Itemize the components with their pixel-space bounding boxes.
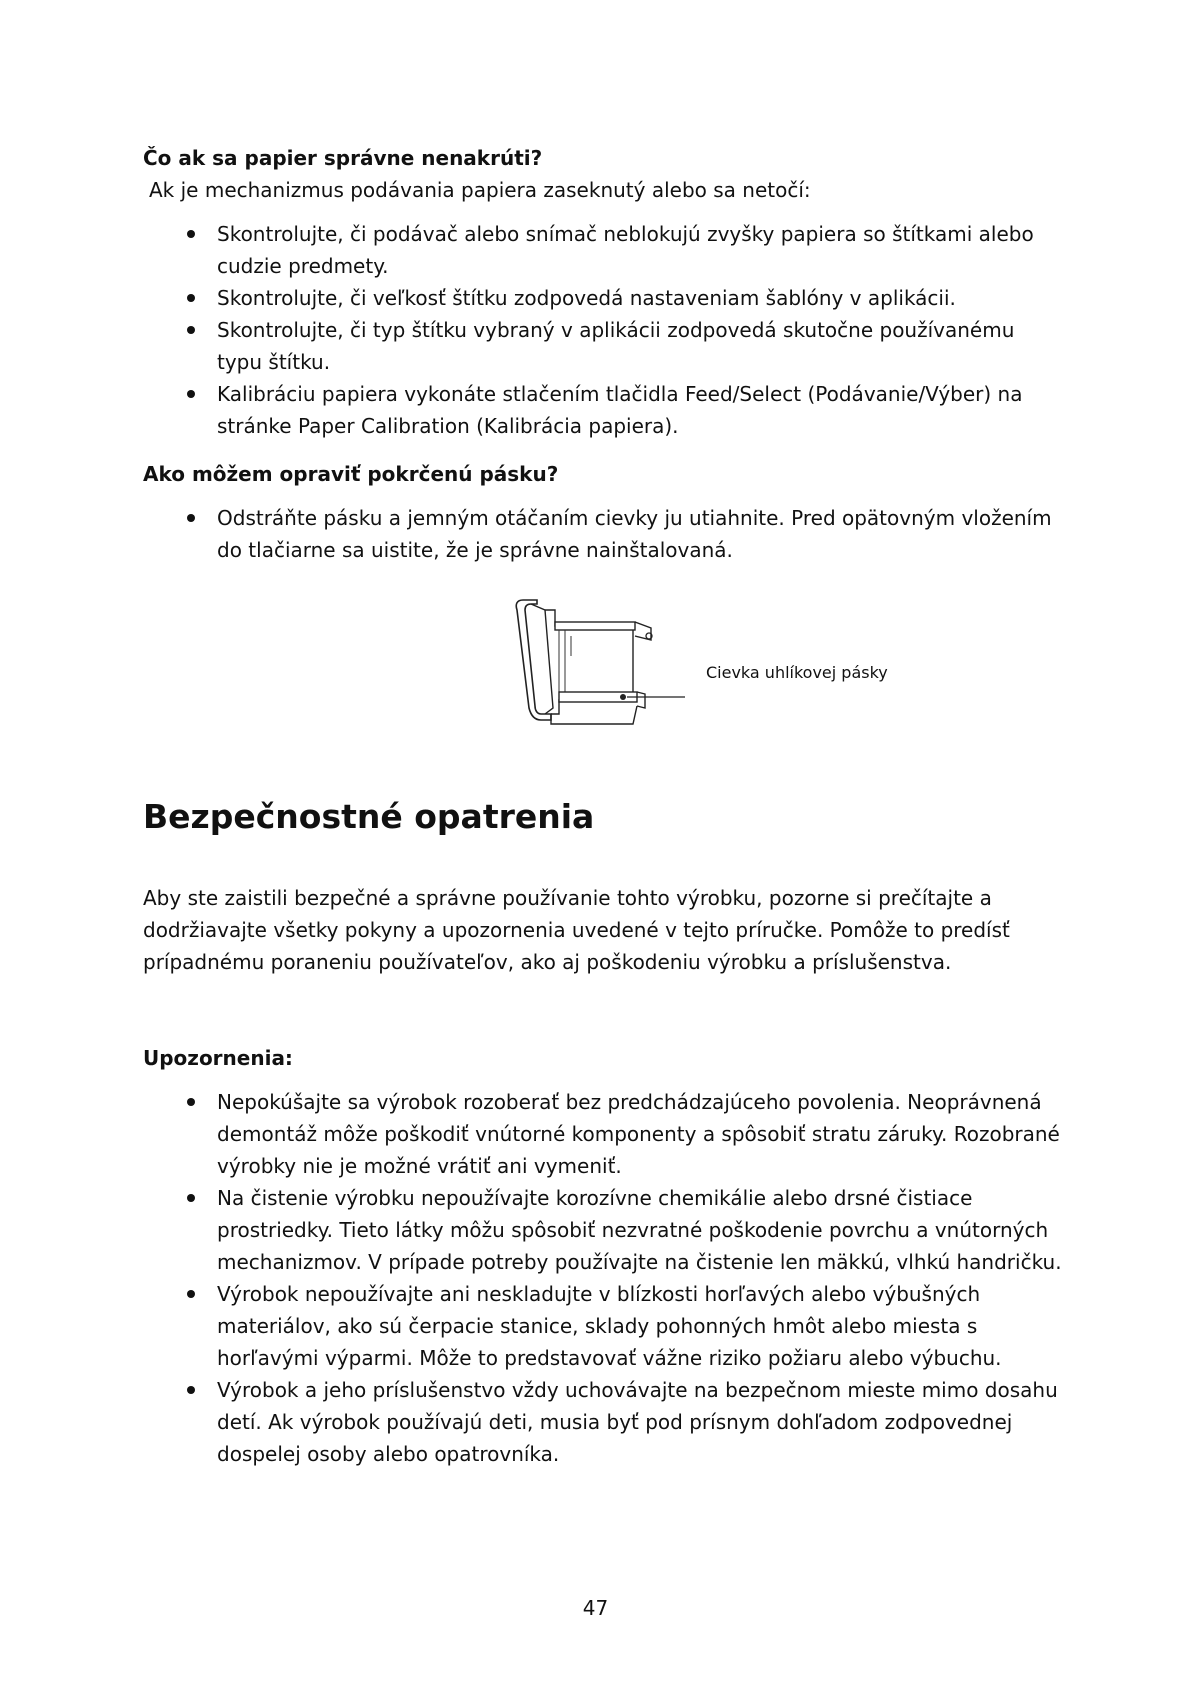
lower-spool-hub-icon bbox=[620, 694, 626, 700]
list-item: Výrobok a jeho príslušenstvo vždy uchovávajte na bezpečnom mieste mimo dosahu detí. Ak výrobok používajú deti, musia byť pod prísnym dohľadom zodpovednej dospelej osoby alebo opatrovníka. bbox=[143, 1374, 1063, 1470]
list-item: Kalibráciu papiera vykonáte stlačením tlačidla Feed/Select (Podávanie/Výber) na stránke Paper Calibration (Kalibrácia papiera). bbox=[143, 378, 1063, 442]
list-item: Výrobok nepoužívajte ani neskladujte v blízkosti horľavých alebo výbušných materiálov, ako sú čerpacie stanice, sklady pohonných hmôt alebo miesta s horľavými výparmi. Môže to predstavovať vážne riziko požiaru alebo výbuchu. bbox=[143, 1278, 1063, 1374]
lower-spool-bracket bbox=[637, 692, 645, 708]
upper-spool-bracket bbox=[635, 622, 651, 640]
list-item: Odstráňte pásku a jemným otáčaním cievky ju utiahnite. Pred opätovným vložením do tlačiarne sa uistite, že je správne nainštalovaná. bbox=[143, 502, 1063, 566]
safety-intro: Aby ste zaistili bezpečné a správne používanie tohto výrobku, pozorne si prečítajte a dodržiavajte všetky pokyny a upozornenia uvedené v tejto príručke. Pomôže to predísť prípadnému poraneniu používateľov, ako aj poškodeniu výrobku a príslušenstva. bbox=[143, 886, 1010, 974]
faq-bullet-list-paper-feed bbox=[143, 218, 1063, 442]
figure-caption: Cievka uhlíkovej pásky bbox=[706, 663, 888, 682]
faq-question-ribbon: Ako môžem opraviť pokrčenú pásku? bbox=[143, 462, 559, 486]
faq-paper-feed bbox=[143, 142, 1063, 442]
page-number: 47 bbox=[582, 1596, 609, 1620]
base-plate bbox=[551, 706, 637, 724]
list-item: Nepokúšajte sa výrobok rozoberať bez predchádzajúceho povolenia. Neoprávnená demontáž môže poškodiť vnútorné komponenty a spôsobiť stratu záruky. Rozobrané výrobky nie je možné vrátiť ani vymeniť. bbox=[143, 1086, 1063, 1182]
warnings-list bbox=[143, 1086, 1063, 1470]
faq-ribbon bbox=[143, 458, 1063, 566]
section-title: Bezpečnostné opatrenia bbox=[143, 797, 595, 836]
faq-bullet-list-ribbon bbox=[143, 502, 1063, 566]
list-item: Skontrolujte, či typ štítku vybraný v aplikácii zodpovedá skutočne používanému typu štítku. bbox=[143, 314, 1063, 378]
list-item: Na čistenie výrobku nepoužívajte korozívne chemikálie alebo drsné čistiace prostriedky. Tieto látky môžu spôsobiť nezvratné poškodenie povrchu a vnútorných mechanizmov. V prípade potreby používajte na čistenie len mäkkú, vlhkú handričku. bbox=[143, 1182, 1063, 1278]
faq-question-paper-feed: Čo ak sa papier správne nenakrúti? bbox=[143, 146, 543, 170]
inner-detail bbox=[559, 630, 571, 694]
list-item: Skontrolujte, či veľkosť štítku zodpovedá nastaveniam šablóny v aplikácii. bbox=[143, 282, 1063, 314]
faq-intro-paper-feed: Ak je mechanizmus podávania papiera zaseknutý alebo sa netočí: bbox=[149, 178, 811, 202]
warnings-section bbox=[143, 1042, 1063, 1470]
upper-spool bbox=[555, 622, 635, 630]
warnings-heading: Upozornenia: bbox=[143, 1046, 293, 1070]
list-item: Skontrolujte, či podávač alebo snímač neblokujú zvyšky papiera so štítkami alebo cudzie predmety. bbox=[143, 218, 1063, 282]
